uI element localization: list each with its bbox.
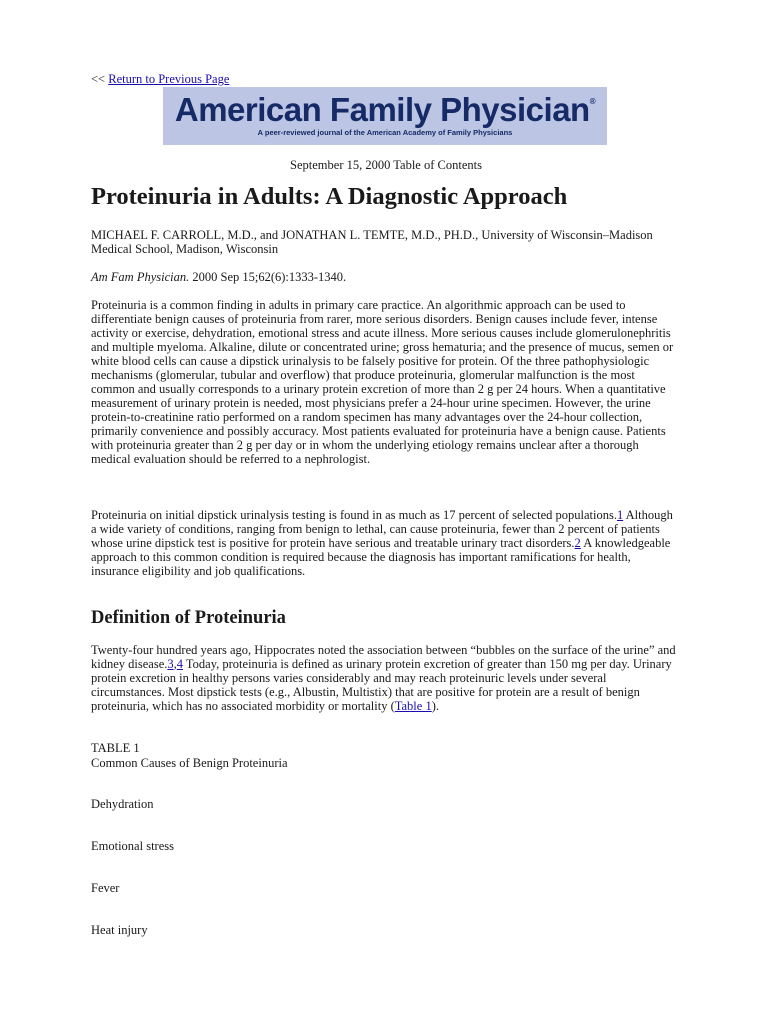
banner-title: American Family Physician® (174, 91, 596, 128)
reference-link-2[interactable]: 2 (574, 536, 581, 550)
journal-banner-logo (163, 87, 607, 145)
reference-link-1[interactable]: 1 (616, 508, 624, 522)
intro-text-2: Although a wide variety of conditions, ranging from benign to lethal, can cause proteinuria, fewer than 2 percent of patients whose urine dipstick test is positive for protein have serious and treatable urinary tract disorders. (91, 508, 673, 550)
intro-text-3: A knowledgeable approach to this common condition is required because the diagnosis has important ramifications for health, insurance eligibility and job qualifications. (91, 536, 671, 578)
reference-separator: , (173, 657, 177, 671)
issue-line: September 15, 2000 Table of Contents (290, 158, 482, 172)
intro-text-1: Proteinuria on initial dipstick urinalysis testing is found in as much as 17 percent of selected populations. (91, 508, 617, 522)
definition-text-1: Twenty-four hundred years ago, Hippocrates noted the association between “bubbles on the surface of the urine” and kidney disease. (91, 643, 676, 671)
article-title: Proteinuria in Adults: A Diagnostic Approach (91, 183, 568, 210)
definition-text-2: Today, proteinuria is defined as urinary protein excretion of greater than 150 mg per day. Urinary protein excretion in healthy persons varies considerably and may reach proteinuric levels under several circumstances. Most dipstick tests (e.g., Albustin, Multistix) that are positive for protein are a result of benign proteinuria, which has no associated morbidity or mortality ( (91, 657, 672, 713)
citation-journal: Am Fam Physician. (91, 270, 190, 284)
reference-link-3[interactable]: 3 (167, 657, 174, 671)
article-authors: MICHAEL F. CARROLL, M.D., and JONATHAN L. TEMTE, M.D., PH.D., University of Wisconsin–Madison Medical School, Madison, Wisconsin (91, 228, 653, 256)
citation-details: 2000 Sep 15;62(6):1333-1340. (189, 270, 347, 284)
definition-text-3: ). (431, 699, 440, 713)
table-caption: Common Causes of Benign Proteinuria (91, 756, 288, 770)
banner-subtitle: A peer-reviewed journal of the American Academy of Family Physicians (257, 128, 513, 137)
table-1-link[interactable]: Table 1 (394, 699, 432, 713)
reference-link-4[interactable]: 4 (176, 657, 183, 671)
table-label: TABLE 1 (91, 741, 140, 755)
article-citation (91, 270, 681, 284)
nav-bar (91, 72, 229, 87)
back-prefix: << (91, 72, 106, 86)
table-row: Heat injury (91, 923, 148, 937)
intro-paragraph (91, 508, 681, 578)
return-to-previous-page-link[interactable]: Return to Previous Page (108, 72, 230, 86)
definition-paragraph (91, 643, 681, 713)
abstract-paragraph: Proteinuria is a common finding in adults in primary care practice. An algorithmic approach can be used to differentiate benign causes of proteinuria from rarer, more serious disorders. Benign causes include fever, intense activity or exercise, dehydration, emotional stress and acute illness. More serious causes include glomerulonephritis and multiple myeloma. Alkaline, dilute or concentrated urine; gross hematuria; and the presence of mucus, semen or white blood cells can cause a dipstick urinalysis to be falsely positive for protein. Of the three pathophysiologic mechanisms (glomerular, tubular and overflow) that produce proteinuria, glomerular malfunction is the most common and usually corresponds to a urinary protein excretion of more than 2 g per 24 hours. When a quantitative measurement of urinary protein is needed, most physicians prefer a 24-hour urine specimen. However, the urine protein-to-creatinine ratio performed on a random specimen has many advantages over the 24-hour collection, primarily convenience and possibly accuracy. Most patients evaluated for proteinuria have a benign cause. Patients with proteinuria greater than 2 g per day or in whom the underlying etiology remains unclear after a thorough medical evaluation should be referred to a nephrologist. (91, 298, 674, 466)
table-row: Fever (91, 881, 120, 895)
section-heading-definition: Definition of Proteinuria (91, 608, 286, 628)
table-row: Emotional stress (91, 839, 174, 853)
table-row: Dehydration (91, 797, 154, 811)
